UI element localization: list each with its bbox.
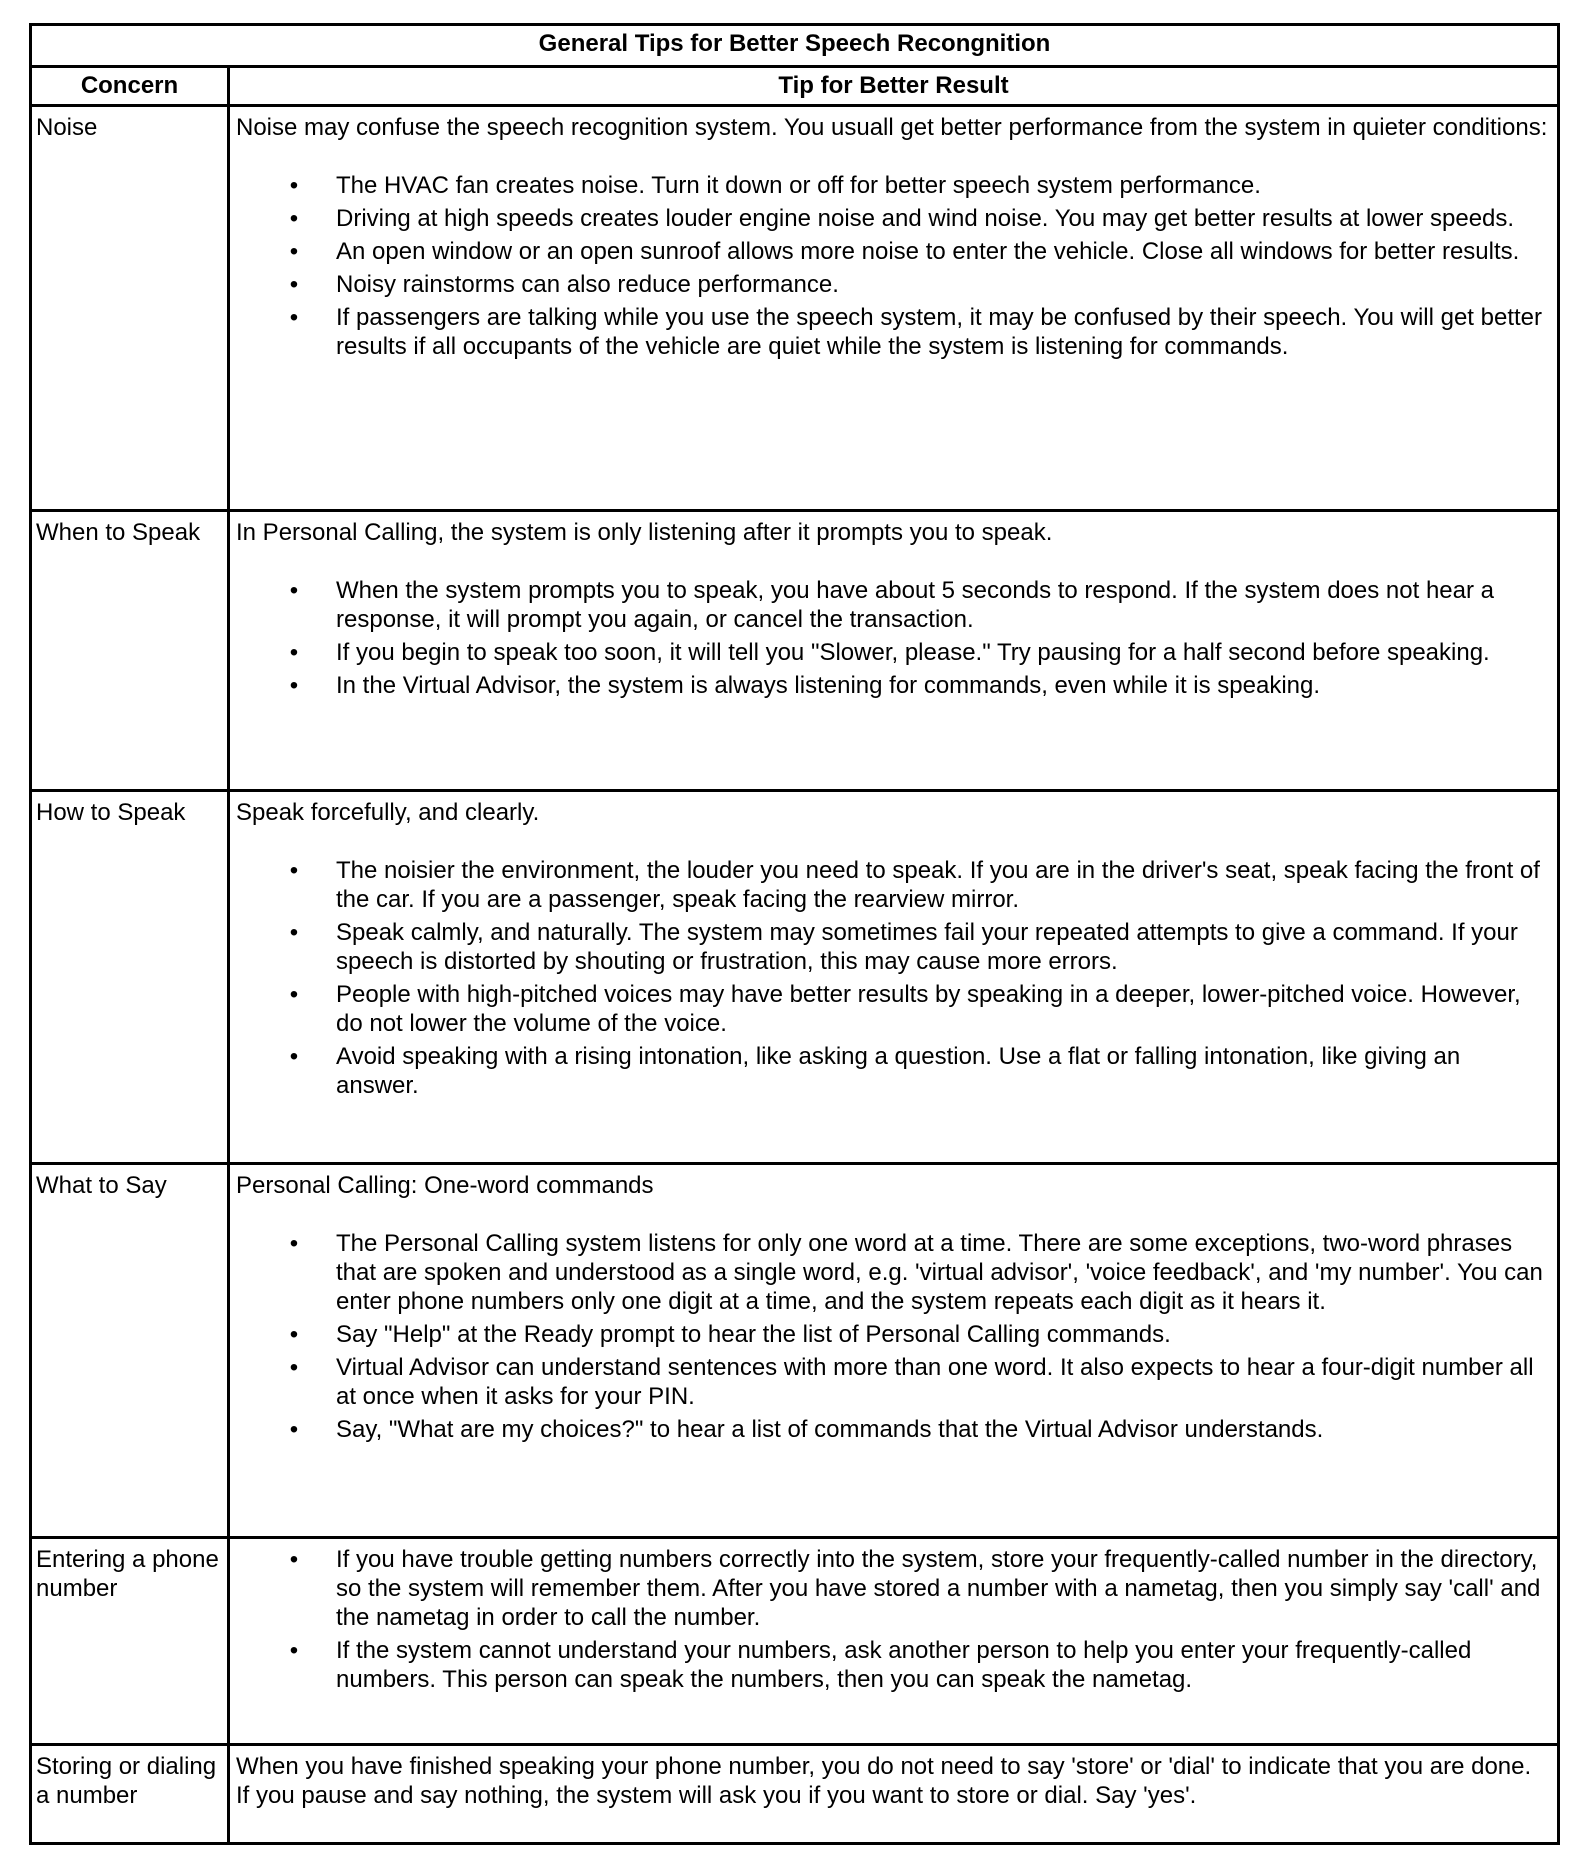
list-item-text: The Personal Calling system listens for only one word at a time. There are some exceptions, two-word phrases that are spoken and understood as a single word, e.g. 'virtual advisor', 'voice feedback', and 'my number'. You can enter phone numbers only one digit at a time, and the system repeats each digit as it hears it. bbox=[336, 1230, 1543, 1315]
tip-list bbox=[236, 576, 1549, 700]
list-item-text: If you begin to speak too soon, it will tell you "Slower, please." Try pausing for a half second before speaking. bbox=[336, 639, 1490, 666]
concern-cell: When to Speak bbox=[31, 511, 229, 791]
list-item bbox=[236, 576, 1549, 634]
tip-list bbox=[236, 1545, 1549, 1694]
concern-cell: Noise bbox=[31, 106, 229, 511]
bullet-icon: • bbox=[289, 919, 299, 946]
table-row-entering-a-phone-number bbox=[31, 1538, 1559, 1745]
list-item-text: Speak calmly, and naturally. The system may sometimes fail your repeated attempts to give a command. If your speech is distorted by shouting or frustration, this may cause more errors. bbox=[336, 919, 1518, 975]
tip-intro: Speak forcefully, and clearly. bbox=[236, 799, 540, 826]
list-item-text: The noisier the environment, the louder you need to speak. If you are in the driver's seat, speak facing the front of the car. If you are a passenger, speak facing the rearview mirror. bbox=[336, 857, 1540, 913]
list-item-text: If you have trouble getting numbers correctly into the system, store your frequently-called number in the directory, so the system will remember them. After you have stored a number with a nametag, then you simply say 'call' and the nametag in order to call the number. bbox=[336, 1546, 1541, 1631]
list-item-text: Say, "What are my choices?" to hear a list of commands that the Virtual Advisor understands. bbox=[336, 1416, 1324, 1443]
bullet-icon: • bbox=[289, 577, 299, 604]
list-item bbox=[236, 980, 1549, 1038]
bullet-icon: • bbox=[289, 1416, 299, 1443]
list-item-text: When the system prompts you to speak, you have about 5 seconds to respond. If the system does not hear a response, it will prompt you again, or cancel the transaction. bbox=[336, 577, 1494, 633]
bullet-icon: • bbox=[289, 639, 299, 666]
list-item bbox=[236, 204, 1549, 233]
tip-cell bbox=[229, 791, 1559, 1164]
header-tip: Tip for Better Result bbox=[229, 67, 1559, 106]
bullet-icon: • bbox=[289, 1354, 299, 1381]
tip-intro: When you have finished speaking your phone number, you do not need to say 'store' or 'dial' to indicate that you are done. If you pause and say nothing, the system will ask you if you want to store or dial. Say 'yes'. bbox=[236, 1753, 1532, 1809]
tip-list bbox=[236, 171, 1549, 361]
list-item bbox=[236, 918, 1549, 976]
bullet-icon: • bbox=[289, 172, 299, 199]
bullet-icon: • bbox=[289, 304, 299, 331]
bullet-icon: • bbox=[289, 1546, 299, 1573]
tip-cell bbox=[229, 511, 1559, 791]
list-item-text: Say "Help" at the Ready prompt to hear the list of Personal Calling commands. bbox=[336, 1321, 1171, 1348]
tip-list bbox=[236, 1229, 1549, 1444]
bullet-icon: • bbox=[289, 857, 299, 884]
list-item-text: In the Virtual Advisor, the system is always listening for commands, even while it is speaking. bbox=[336, 672, 1321, 699]
list-item-text: If passengers are talking while you use the speech system, it may be confused by their speech. You will get better results if all occupants of the vehicle are quiet while the system is listening for commands. bbox=[336, 304, 1543, 360]
concern-cell: Entering a phone number bbox=[31, 1538, 229, 1745]
tip-cell bbox=[229, 1164, 1559, 1538]
table-row-what-to-say bbox=[31, 1164, 1559, 1538]
concern-cell: How to Speak bbox=[31, 791, 229, 1164]
header-concern: Concern bbox=[31, 67, 229, 106]
bullet-icon: • bbox=[289, 1230, 299, 1257]
list-item bbox=[236, 1415, 1549, 1444]
tip-cell bbox=[229, 1745, 1559, 1844]
table-title: General Tips for Better Speech Recongnition bbox=[31, 25, 1559, 67]
list-item-text: If the system cannot understand your numbers, ask another person to help you enter your frequently-called numbers. This person can speak the numbers, then you can speak the nametag. bbox=[336, 1637, 1472, 1693]
bullet-icon: • bbox=[289, 1637, 299, 1664]
list-item-text: Avoid speaking with a rising intonation, like asking a question. Use a flat or falling intonation, like giving an answer. bbox=[336, 1043, 1461, 1099]
list-item bbox=[236, 1636, 1549, 1694]
list-item bbox=[236, 303, 1549, 361]
list-item bbox=[236, 671, 1549, 700]
tip-intro: Noise may confuse the speech recognition system. You usuall get better performance from the system in quieter conditions: bbox=[236, 114, 1548, 141]
table-row-how-to-speak bbox=[31, 791, 1559, 1164]
tip-cell bbox=[229, 106, 1559, 511]
list-item bbox=[236, 856, 1549, 914]
speech-tips-table bbox=[29, 23, 1560, 1845]
list-item bbox=[236, 1353, 1549, 1411]
table-row-noise bbox=[31, 106, 1559, 511]
title-row bbox=[31, 25, 1559, 67]
list-item bbox=[236, 1320, 1549, 1349]
list-item bbox=[236, 638, 1549, 667]
list-item bbox=[236, 270, 1549, 299]
header-row bbox=[31, 67, 1559, 106]
bullet-icon: • bbox=[289, 1043, 299, 1070]
tips-document bbox=[29, 23, 1557, 1845]
list-item-text: Driving at high speeds creates louder engine noise and wind noise. You may get better results at lower speeds. bbox=[336, 205, 1515, 232]
table-row-storing-or-dialing-a-number bbox=[31, 1745, 1559, 1844]
tip-intro: Personal Calling: One-word commands bbox=[236, 1172, 654, 1199]
list-item-text: Noisy rainstorms can also reduce performance. bbox=[336, 271, 839, 298]
tip-intro: In Personal Calling, the system is only listening after it prompts you to speak. bbox=[236, 519, 1053, 546]
list-item bbox=[236, 1545, 1549, 1632]
bullet-icon: • bbox=[289, 672, 299, 699]
tip-cell bbox=[229, 1538, 1559, 1745]
list-item-text: Virtual Advisor can understand sentences with more than one word. It also expects to hear a four-digit number all at once when it asks for your PIN. bbox=[336, 1354, 1534, 1410]
list-item-text: An open window or an open sunroof allows more noise to enter the vehicle. Close all windows for better results. bbox=[336, 238, 1520, 265]
bullet-icon: • bbox=[289, 271, 299, 298]
list-item bbox=[236, 237, 1549, 266]
list-item bbox=[236, 1229, 1549, 1316]
bullet-icon: • bbox=[289, 1321, 299, 1348]
list-item-text: The HVAC fan creates noise. Turn it down or off for better speech system performance. bbox=[336, 172, 1261, 199]
concern-cell: What to Say bbox=[31, 1164, 229, 1538]
table-row-when-to-speak bbox=[31, 511, 1559, 791]
list-item-text: People with high-pitched voices may have better results by speaking in a deeper, lower-pitched voice. However, do not lower the volume of the voice. bbox=[336, 981, 1521, 1037]
tip-list bbox=[236, 856, 1549, 1100]
bullet-icon: • bbox=[289, 205, 299, 232]
list-item bbox=[236, 171, 1549, 200]
bullet-icon: • bbox=[289, 981, 299, 1008]
concern-cell: Storing or dialing a number bbox=[31, 1745, 229, 1844]
list-item bbox=[236, 1042, 1549, 1100]
bullet-icon: • bbox=[289, 238, 299, 265]
